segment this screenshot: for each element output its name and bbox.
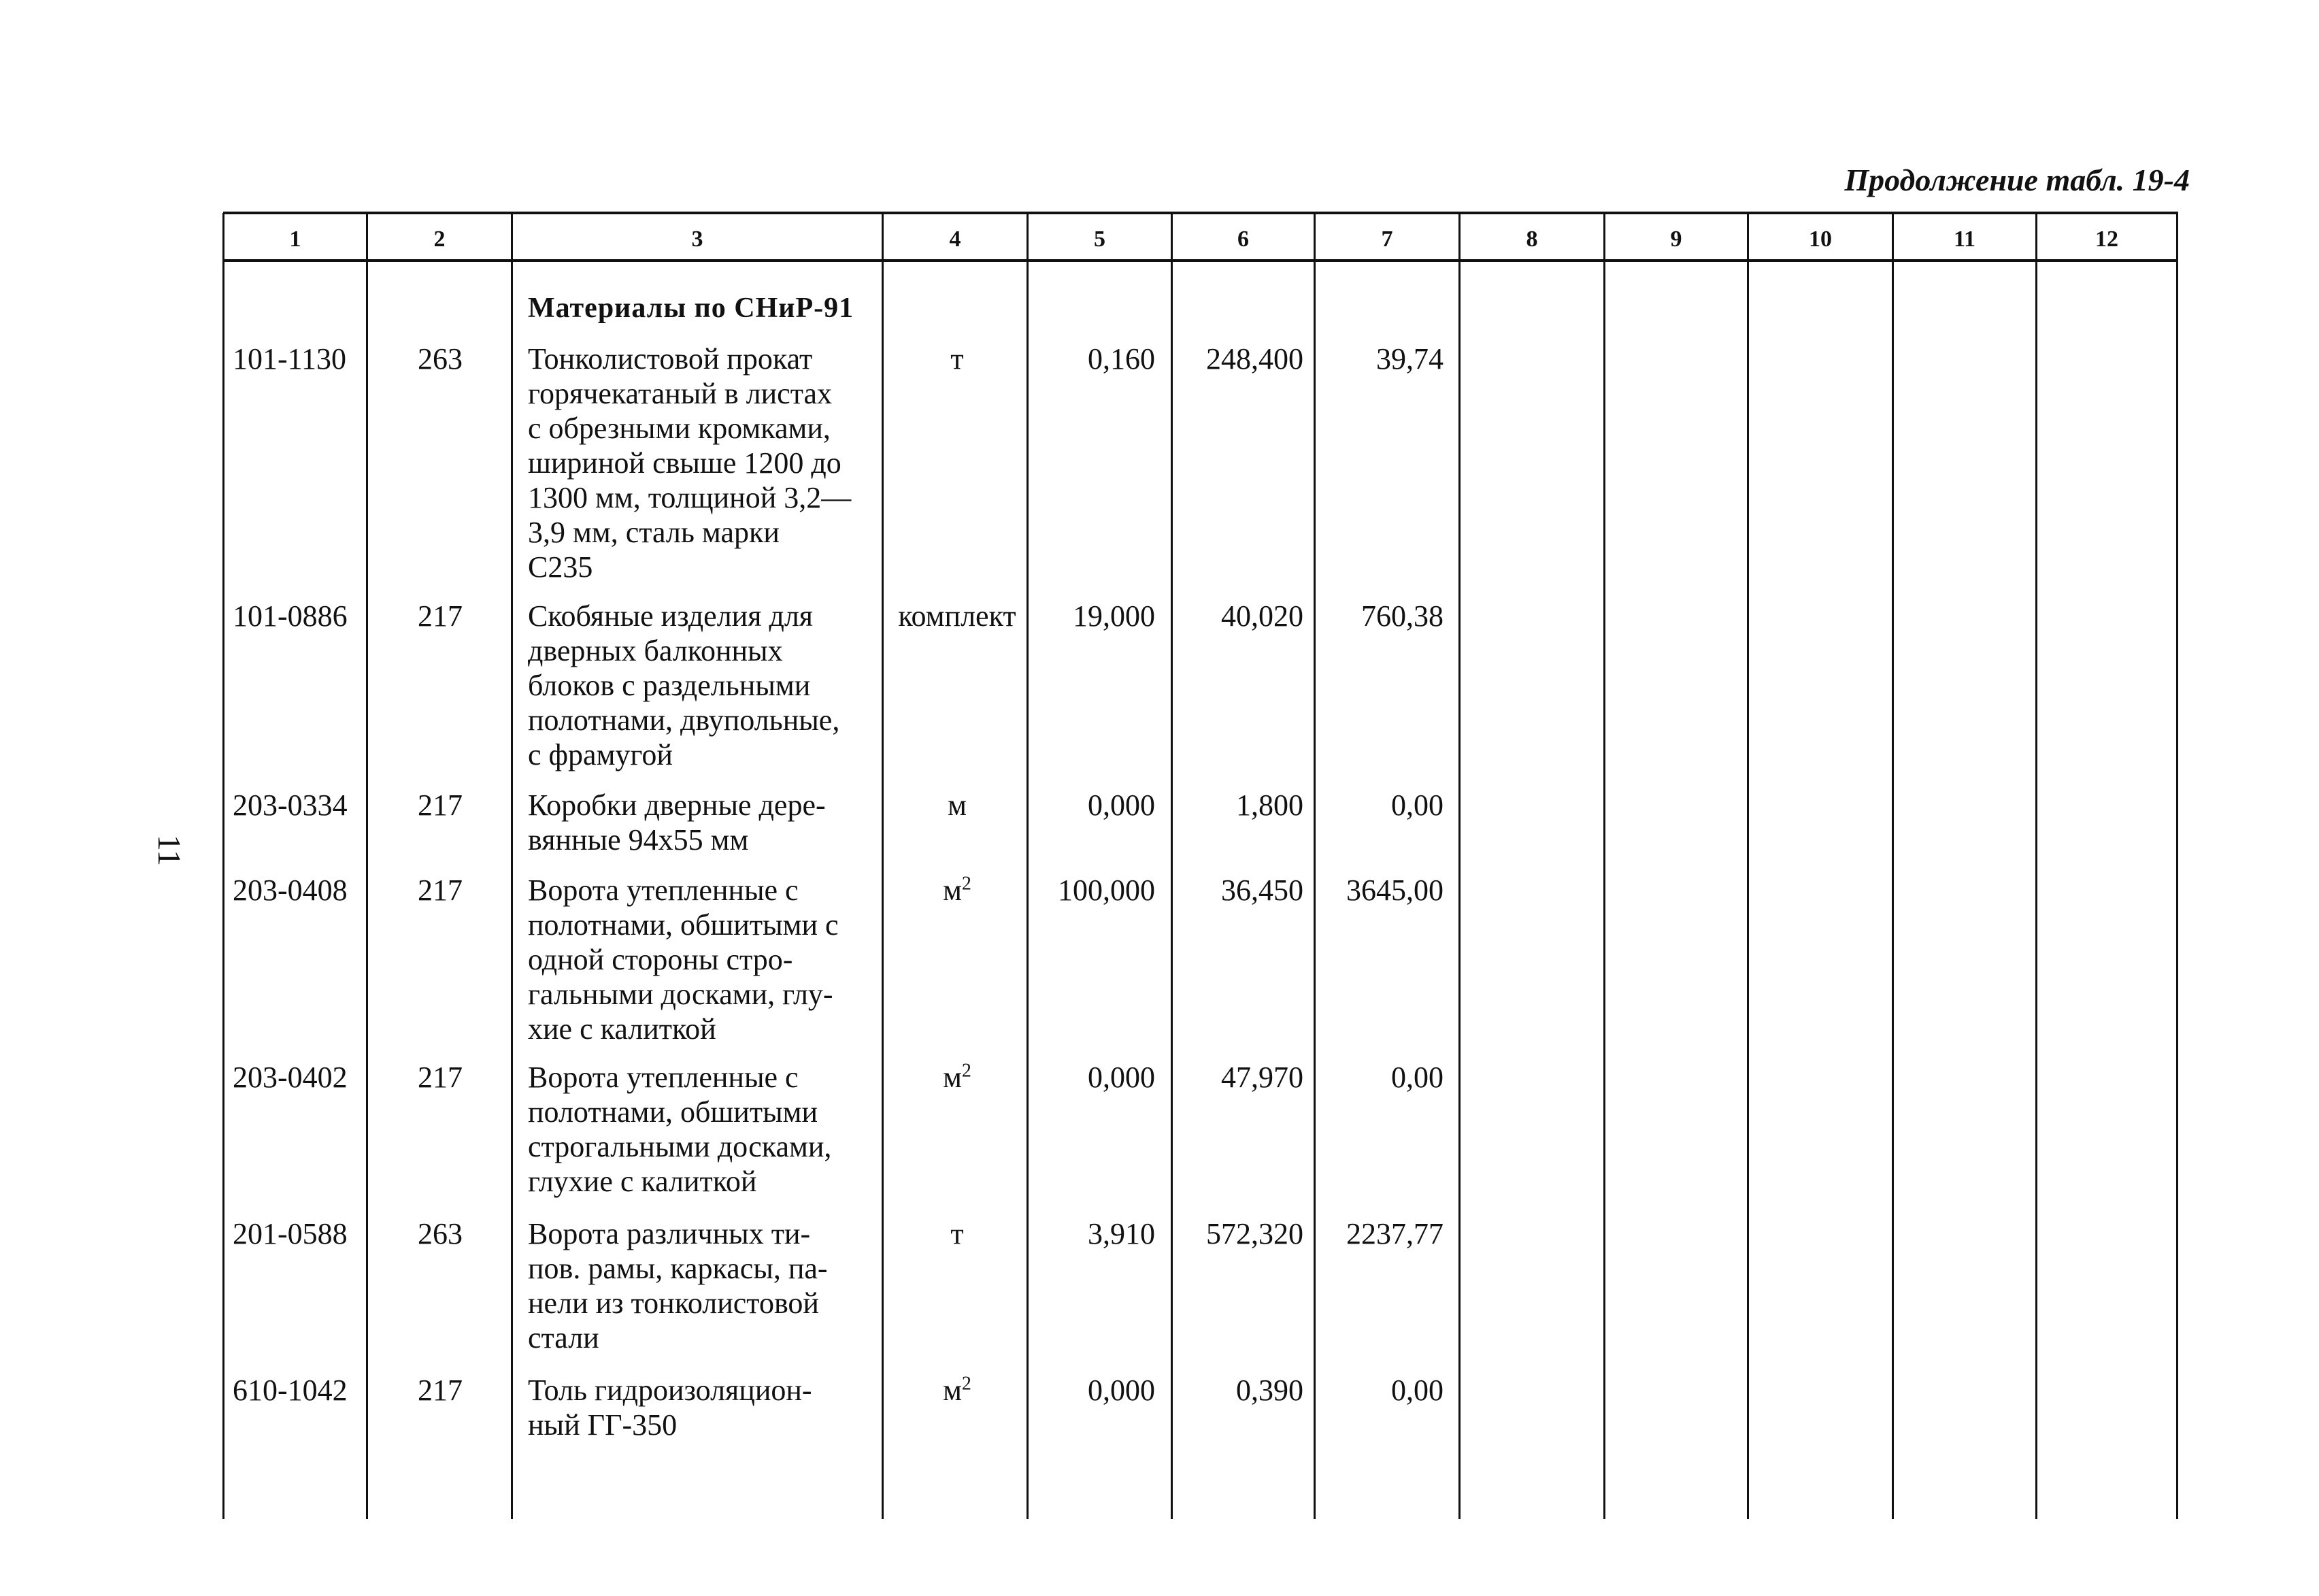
column-line: [1314, 213, 1316, 1519]
column-line: [1171, 213, 1173, 1519]
column-line: [366, 213, 368, 1519]
number-cell: 263: [418, 1217, 463, 1250]
column-line: [2035, 213, 2037, 1519]
description-cell: Ворота утепленные с полотнами, обшитыми строгальными досками, глухие с калиткой: [528, 1061, 832, 1198]
description-cell: Тонколистовой прокат горячекатаный в листах с обрезными кромками, шириной свыше 1200 до 1300 мм, толщиной 3,2— 3,9 мм, сталь марки С235: [528, 342, 852, 584]
price-cell: 40,020: [1221, 599, 1303, 633]
description-cell: Ворота различных ти- пов. рамы, каркасы, па- нели из тонколистовой стали: [528, 1217, 828, 1354]
total-cell: 3645,00: [1346, 874, 1444, 907]
column-line: [511, 213, 513, 1519]
quantity-cell: 3,910: [1088, 1217, 1155, 1250]
number-cell: 217: [418, 599, 463, 633]
number-cell: 217: [418, 1374, 463, 1407]
total-cell: 0,00: [1391, 1061, 1444, 1094]
number-cell: 263: [418, 342, 463, 376]
section-title: Материалы по СНиР-91: [528, 293, 854, 324]
price-cell: 47,970: [1221, 1061, 1303, 1094]
column-header: 11: [1953, 227, 1976, 252]
unit-cell: т: [950, 342, 964, 376]
price-cell: 248,400: [1206, 342, 1303, 376]
quantity-cell: 0,000: [1088, 1061, 1155, 1094]
column-header: 7: [1381, 227, 1393, 252]
column-line: [1892, 213, 1894, 1519]
price-cell: 36,450: [1221, 874, 1303, 907]
code-cell: 203-0408: [233, 874, 348, 907]
column-line: [1458, 213, 1461, 1519]
total-cell: 39,74: [1376, 342, 1444, 376]
code-cell: 203-0334: [233, 788, 348, 822]
quantity-cell: 19,000: [1073, 599, 1155, 633]
column-header: 3: [691, 227, 703, 252]
unit-cell: т: [950, 1217, 964, 1250]
column-line: [222, 213, 224, 1519]
column-header: 10: [1809, 227, 1832, 252]
code-cell: 101-0886: [233, 599, 348, 633]
quantity-cell: 100,000: [1058, 874, 1155, 907]
code-cell: 201-0588: [233, 1217, 348, 1250]
table-caption: Продолжение табл. 19-4: [1844, 163, 2190, 197]
number-cell: 217: [418, 874, 463, 907]
unit-cell: $м^2$: [943, 1060, 971, 1094]
total-cell: 2237,77: [1346, 1217, 1444, 1250]
total-cell: 0,00: [1391, 788, 1444, 822]
number-cell: 217: [418, 788, 463, 822]
quantity-cell: 0,000: [1088, 1374, 1155, 1407]
unit-cell: $м^2$: [943, 873, 971, 907]
description-cell: Толь гидроизоляцион- ный ГГ-350: [528, 1374, 812, 1442]
column-header: 12: [2095, 227, 2118, 252]
column-line: [1027, 213, 1029, 1519]
description-cell: Скобяные изделия для дверных балконных блоков с раздельными полотнами, двупольные, с фрамугой: [528, 599, 840, 771]
description-cell: Коробки дверные дере- вянные 94х55 мм: [528, 788, 826, 857]
unit-cell: комплект: [898, 599, 1016, 633]
column-header: 8: [1526, 227, 1538, 252]
code-cell: 101-1130: [233, 342, 347, 376]
unit-cell: м: [948, 788, 967, 822]
column-header: 6: [1237, 227, 1249, 252]
price-cell: 1,800: [1236, 788, 1303, 822]
total-cell: 760,38: [1361, 599, 1444, 633]
quantity-cell: 0,000: [1088, 788, 1155, 822]
table-top-rule: [223, 212, 2178, 214]
column-header: 2: [433, 227, 446, 252]
page-number: 11: [151, 834, 187, 867]
price-cell: 572,320: [1206, 1217, 1303, 1250]
unit-cell: $м^2$: [943, 1373, 971, 1407]
total-cell: 0,00: [1391, 1374, 1444, 1407]
column-header: 9: [1670, 227, 1682, 252]
column-header: 5: [1094, 227, 1105, 252]
quantity-cell: 0,160: [1088, 342, 1155, 376]
code-cell: 203-0402: [233, 1061, 348, 1094]
price-cell: 0,390: [1236, 1374, 1303, 1407]
column-header: 4: [949, 227, 961, 252]
column-header: 1: [289, 227, 301, 252]
description-cell: Ворота утепленные с полотнами, обшитыми с одной стороны стро- гальными досками, глу- хие с калиткой: [528, 874, 839, 1046]
number-cell: 217: [418, 1061, 463, 1094]
code-cell: 610-1042: [233, 1374, 348, 1407]
column-line: [2176, 213, 2178, 1519]
column-line: [882, 213, 884, 1519]
column-line: [1747, 213, 1749, 1519]
column-line: [1603, 213, 1605, 1519]
